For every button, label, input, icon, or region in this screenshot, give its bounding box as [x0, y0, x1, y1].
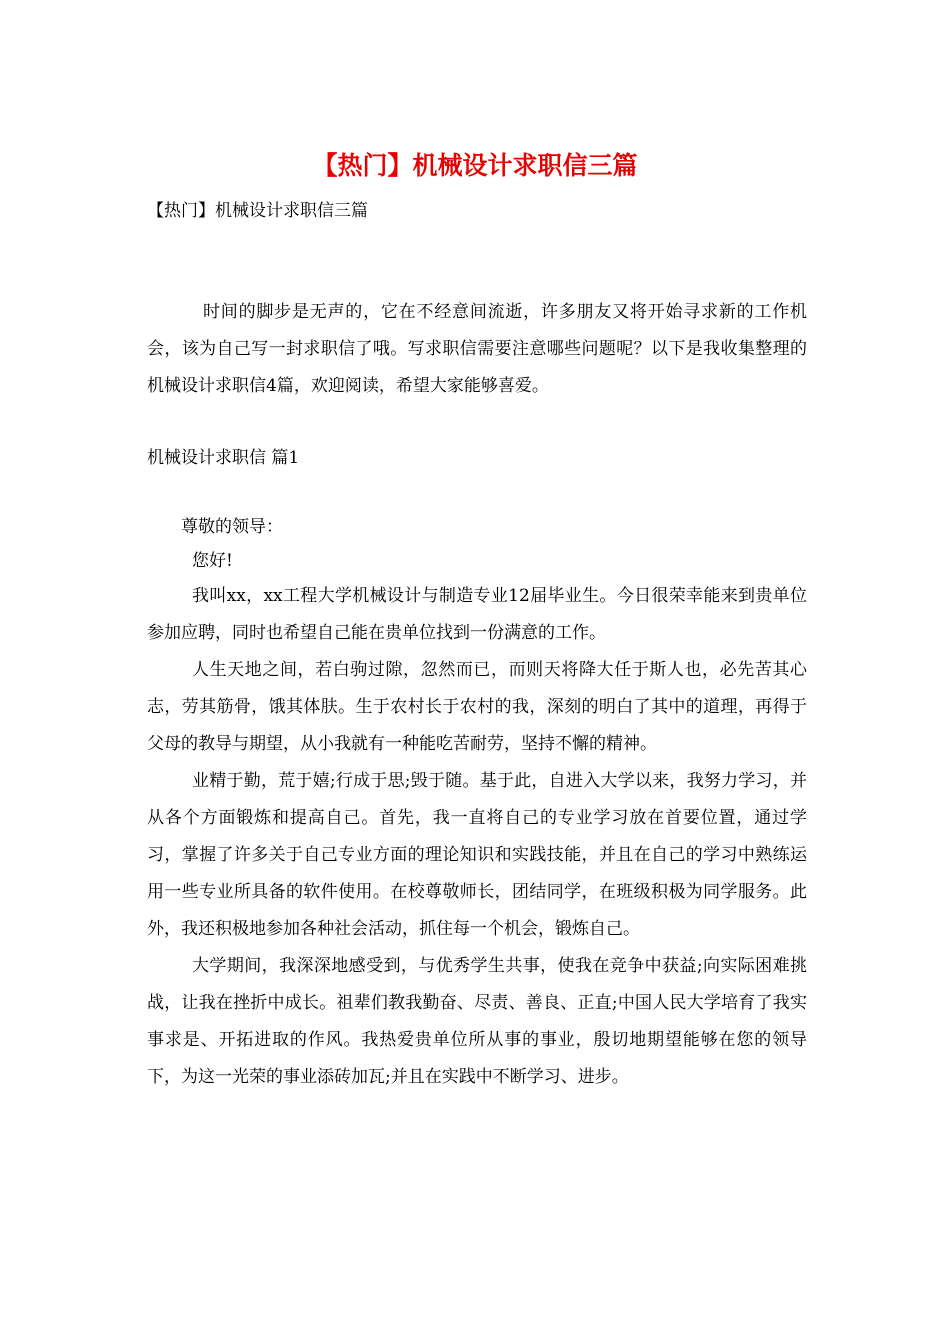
letter-salutation: 尊敬的领导： [181, 517, 283, 537]
intro-paragraph: 时间的脚步是无声的，它在不经意间流逝，许多朋友又将开始寻求新的工作机会，该为自己写一封求职信了哦。写求职信需要注意哪些问题呢？以下是我收集整理的机械设计求职信4篇，欢迎阅读，希望大家能够喜爱。 [147, 302, 807, 396]
letter-body [147, 578, 807, 1096]
letter-paragraph: 业精于勤，荒于嬉;行成于思;毁于随。基于此，自进入大学以来，我努力学习，并从各个方面锻炼和提高自己。首先，我一直将自己的专业学习放在首要位置，通过学习，掌握了许多关于自己专业方面的理论知识和实践技能，并且在自己的学习中熟练运用一些专业所具备的软件使用。在校尊敬师长，团结同学，在班级积极为同学服务。此外，我还积极地参加各种社会活动，抓住每一个机会，锻炼自己。 [147, 771, 807, 939]
page-title: 【热门】机械设计求职信三篇 [312, 151, 638, 180]
letter-paragraph: 我叫xx，xx工程大学机械设计与制造专业12届毕业生。今日很荣幸能来到贵单位参加应聘，同时也希望自己能在贵单位找到一份满意的工作。 [147, 586, 807, 643]
letter-paragraph: 人生天地之间，若白驹过隙，忽然而已，而则天将降大任于斯人也，必先苦其心志，劳其筋骨，饿其体肤。生于农村长于农村的我，深刻的明白了其中的道理，再得于父母的教导与期望，从小我就有一种能吃苦耐劳，坚持不懈的精神。 [147, 660, 807, 754]
document-subtitle: 【热门】机械设计求职信三篇 [147, 201, 368, 221]
letter-paragraph: 大学期间，我深深地感受到，与优秀学生共事，使我在竞争中获益;向实际困难挑战，让我在挫折中成长。祖辈们教我勤奋、尽责、善良、正直;中国人民大学培育了我实事求是、开拓进取的作风。我热爱贵单位所从事的事业，殷切地期望能够在您的领导下，为这一光荣的事业添砖加瓦;并且在实践中不断学习、进步。 [147, 956, 807, 1087]
section-heading: 机械设计求职信 篇1 [147, 448, 300, 468]
letter-greeting: 您好! [192, 551, 233, 571]
